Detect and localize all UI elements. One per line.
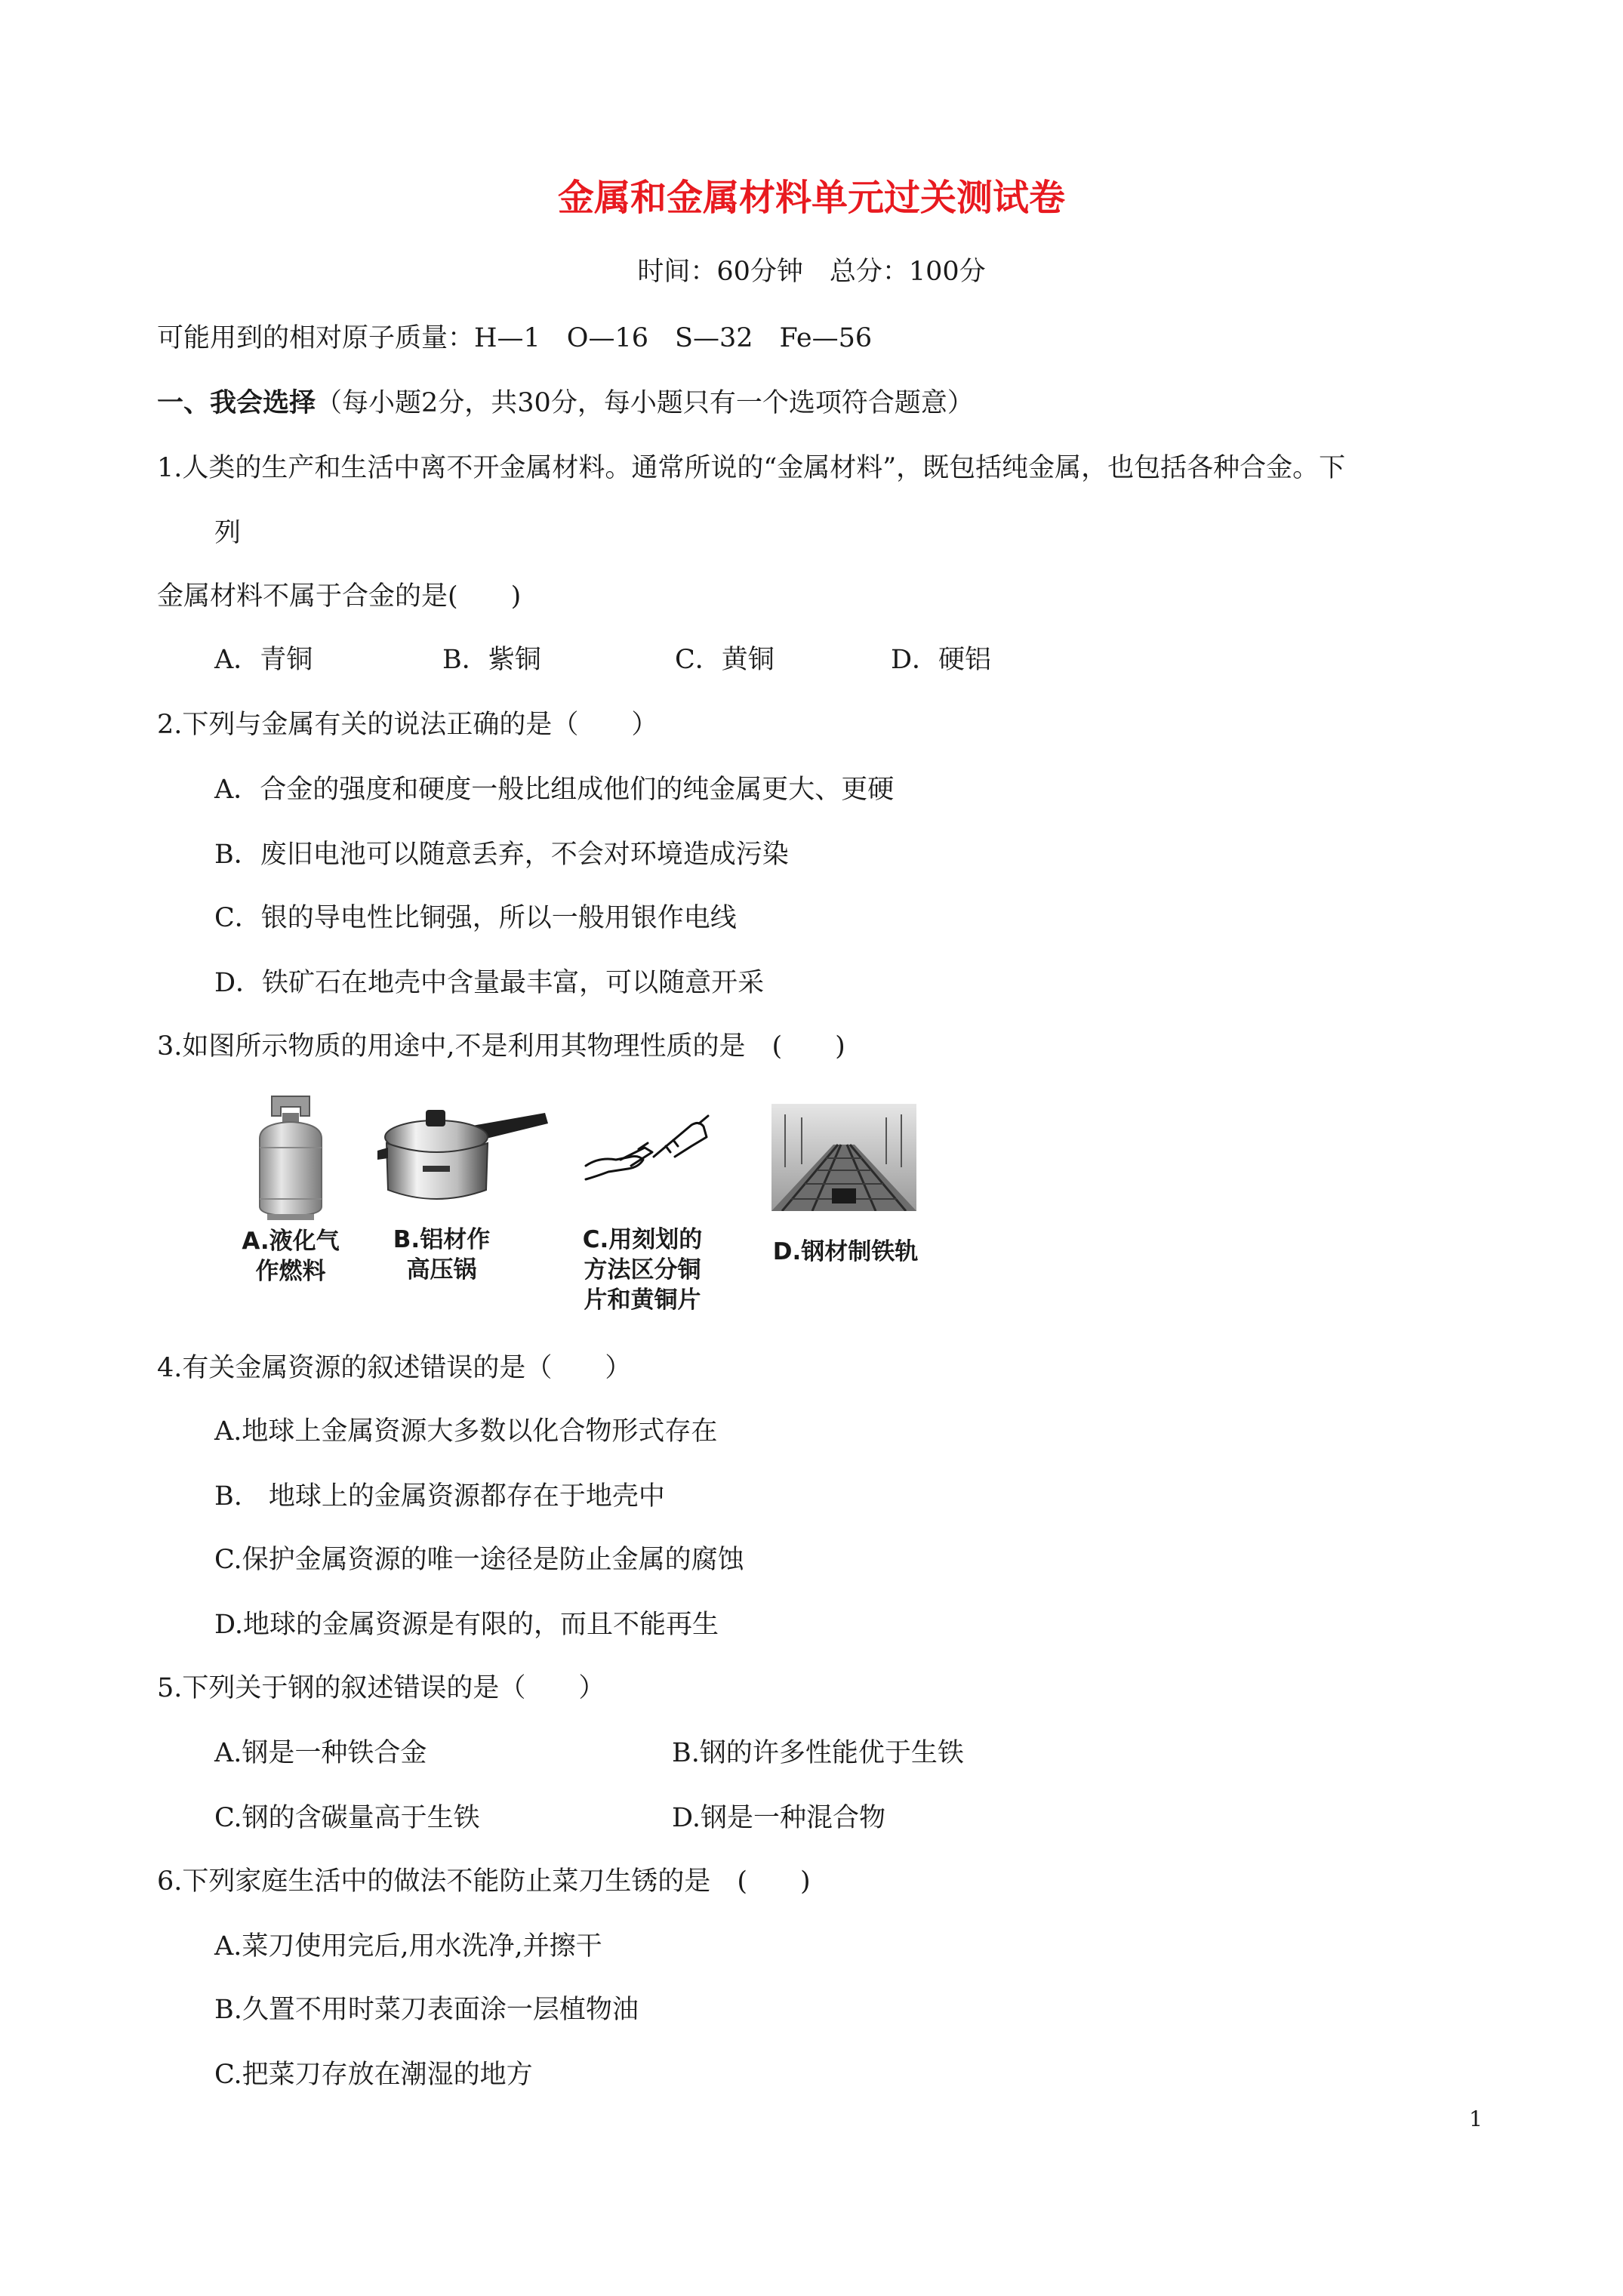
- question-1-stem-cont: 列: [214, 518, 242, 548]
- question-6-option-c: C.把菜刀存放在潮湿的地方: [214, 2060, 533, 2090]
- question-5-option-a: A.钢是一种铁合金: [214, 1738, 427, 1768]
- question-1-stem-cont2: 金属材料不属于合金的是( ): [157, 581, 522, 612]
- figure-caption-a: A.液化气 作燃料: [242, 1228, 340, 1285]
- question-5-option-c: C.钢的含碳量高于生铁: [214, 1803, 480, 1833]
- question-4-option-d: D.地球的金属资源是有限的，而且不能再生: [214, 1610, 719, 1640]
- railway-track-icon: [771, 1104, 916, 1211]
- question-2-stem: 2.下列与金属有关的说法正确的是（ ）: [157, 710, 658, 740]
- question-3-stem: 3.如图所示物质的用途中,不是利用其物理性质的是 ( ): [157, 1031, 845, 1062]
- question-6-option-a: A.菜刀使用完后,用水洗净,并擦干: [214, 1931, 602, 1962]
- question-2-option-b: B．废旧电池可以随意丢弃，不会对环境造成污染: [214, 840, 789, 870]
- page-title: 金属和金属材料单元过关测试卷: [557, 177, 1065, 219]
- section-heading-note: （每小题2分，共30分，每小题只有一个选项符合题意）: [316, 388, 974, 418]
- question-1-stem: 1.人类的生产和生活中离不开金属材料。通常所说的“金属材料”，既包括纯金属，也包括各种合金。下: [157, 453, 1346, 483]
- section-heading: [157, 387, 974, 420]
- question-4-option-c: C.保护金属资源的唯一途径是防止金属的腐蚀: [214, 1545, 744, 1575]
- atomic-mass-line: 可能用到的相对原子质量：H—1 O—16 S—32 Fe—56: [157, 323, 873, 353]
- question-1-option-b: B．紫铜: [442, 645, 541, 675]
- question-2-option-c: C．银的导电性比铜强，所以一般用银作电线: [214, 903, 737, 933]
- question-5-option-b: B.钢的许多性能优于生铁: [672, 1738, 964, 1768]
- page-number: 1: [1469, 2106, 1483, 2131]
- pressure-cooker-icon: [377, 1098, 551, 1211]
- question-4-option-b: B. 地球上的金属资源都存在于地壳中: [214, 1481, 665, 1512]
- question-6-option-b: B.久置不用时菜刀表面涂一层植物油: [214, 1995, 639, 2025]
- question-2-option-d: D．铁矿石在地壳中含量最丰富，可以随意开采: [214, 968, 765, 998]
- question-1-option-d: D．硬铝: [891, 645, 992, 675]
- section-heading-title: 一、我会选择: [157, 387, 316, 418]
- gas-cylinder-icon: [249, 1093, 332, 1222]
- exam-meta: 时间：60分钟 总分：100分: [637, 257, 986, 287]
- question-2-option-a: A．合金的强度和硬度一般比组成他们的纯金属更大、更硬: [214, 775, 895, 805]
- question-4-option-a: A.地球上金属资源大多数以化合物形式存在: [214, 1416, 718, 1447]
- hand-scratching-icon: [578, 1104, 714, 1202]
- question-1-option-a: A．青铜: [214, 645, 313, 675]
- question-4-stem: 4.有关金属资源的叙述错误的是（ ）: [157, 1353, 632, 1383]
- figure-caption-c: C.用刻划的 方法区分铜 片和黄铜片: [582, 1226, 703, 1314]
- figure-caption-b: B.铝材作 高压锅: [393, 1226, 491, 1284]
- question-1-option-c: C．黄铜: [675, 645, 775, 675]
- question-5-option-d: D.钢是一种混合物: [672, 1803, 885, 1833]
- question-6-stem: 6.下列家庭生活中的做法不能防止菜刀生锈的是 ( ): [157, 1866, 811, 1897]
- figure-caption-d: D.钢材制铁轨: [772, 1238, 919, 1265]
- question-5-stem: 5.下列关于钢的叙述错误的是（ ）: [157, 1673, 605, 1703]
